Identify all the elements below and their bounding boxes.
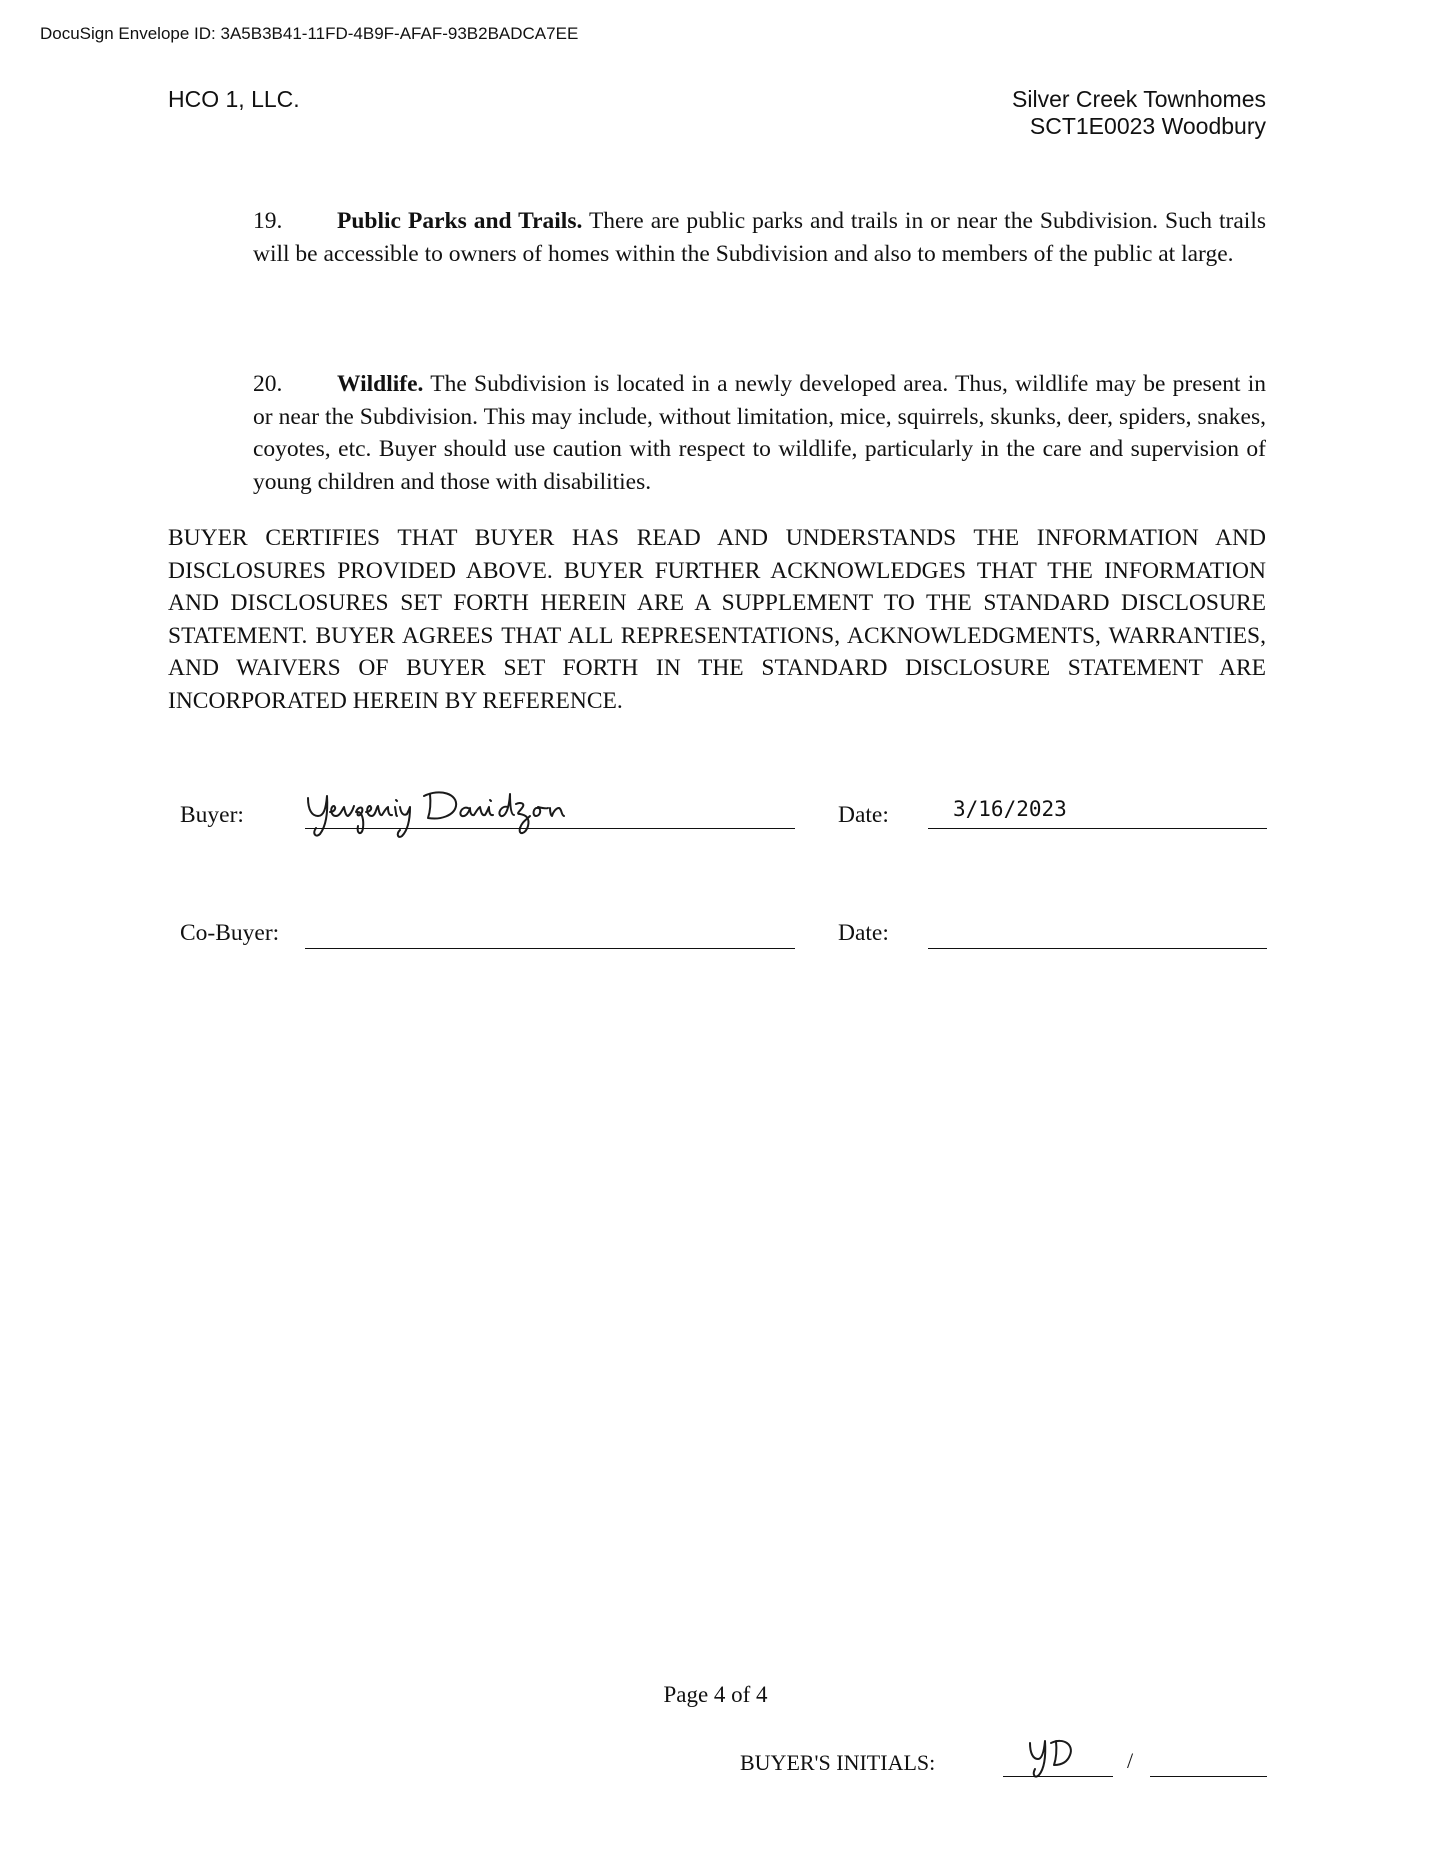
lot-id: SCT1E0023 Woodbury: [1029, 113, 1266, 139]
cobuyer-label: Co-Buyer:: [180, 920, 280, 946]
project-name: Silver Creek Townhomes: [1012, 86, 1266, 112]
section-title: Public Parks and Trails.: [337, 208, 583, 234]
page-number: Page 4 of 4: [663, 1682, 768, 1707]
buyer-date-line: [928, 828, 1267, 829]
buyer-date-label: Date:: [838, 802, 889, 828]
buyer-label: Buyer:: [180, 802, 244, 828]
section-19: [253, 205, 1266, 270]
buyer-initials[interactable]: [1020, 1735, 1080, 1779]
buyer-date-value[interactable]: 3/16/2023: [953, 797, 1067, 821]
envelope-id: DocuSign Envelope ID: 3A5B3B41-11FD-4B9F-AFAF-93B2BADCA7EE: [40, 24, 579, 43]
buyer-certification: BUYER CERTIFIES THAT BUYER HAS READ AND UNDERSTANDS THE INFORMATION AND DISCLOSURES PROVIDED ABOVE. BUYER FURTHER ACKNOWLEDGES THAT THE INFORMATION AND DISCLOSURES SET FORTH HEREIN ARE A SUPPLEMENT TO THE STANDARD DISCLOSURE STATEMENT. BUYER AGREES THAT ALL REPRESENTATIONS, ACKNOWLEDGMENTS, WARRANTIES, AND WAIVERS OF BUYER SET FORTH IN THE STANDARD DISCLOSURE STATEMENT ARE INCORPORATED HEREIN BY REFERENCE.: [168, 525, 1266, 714]
cobuyer-initials-line[interactable]: [1150, 1776, 1267, 1777]
section-body: There are public parks and trails in or near the Subdivision. Such trails will be accessible to owners of homes within the Subdivision and also to members of the public at large.: [253, 208, 1267, 267]
cobuyer-date-label: Date:: [838, 920, 889, 946]
company-name: HCO 1, LLC.: [168, 86, 300, 112]
section-title: Wildlife.: [337, 371, 424, 397]
section-body: The Subdivision is located in a newly developed area. Thus, wildlife may be present in or near the Subdivision. This may include, without limitation, mice, squirrels, skunks, deer, spiders, snakes, coyotes, etc. Buyer should use caution with respect to wildlife, particularly in the care and supervision of young children and those with disabilities.: [253, 371, 1267, 495]
project-header: [1012, 86, 1266, 140]
section-20: [253, 368, 1266, 498]
cobuyer-signature-line[interactable]: [305, 948, 795, 949]
buyer-initials-line: [1003, 1776, 1113, 1777]
cobuyer-date-line[interactable]: [928, 948, 1267, 949]
initials-label: BUYER'S INITIALS:: [740, 1750, 936, 1775]
buyer-signature-line: [305, 828, 795, 829]
buyer-signature[interactable]: [300, 782, 630, 842]
section-number: 19.: [253, 208, 283, 234]
section-number: 20.: [253, 371, 283, 397]
initials-separator: /: [1127, 1748, 1134, 1773]
